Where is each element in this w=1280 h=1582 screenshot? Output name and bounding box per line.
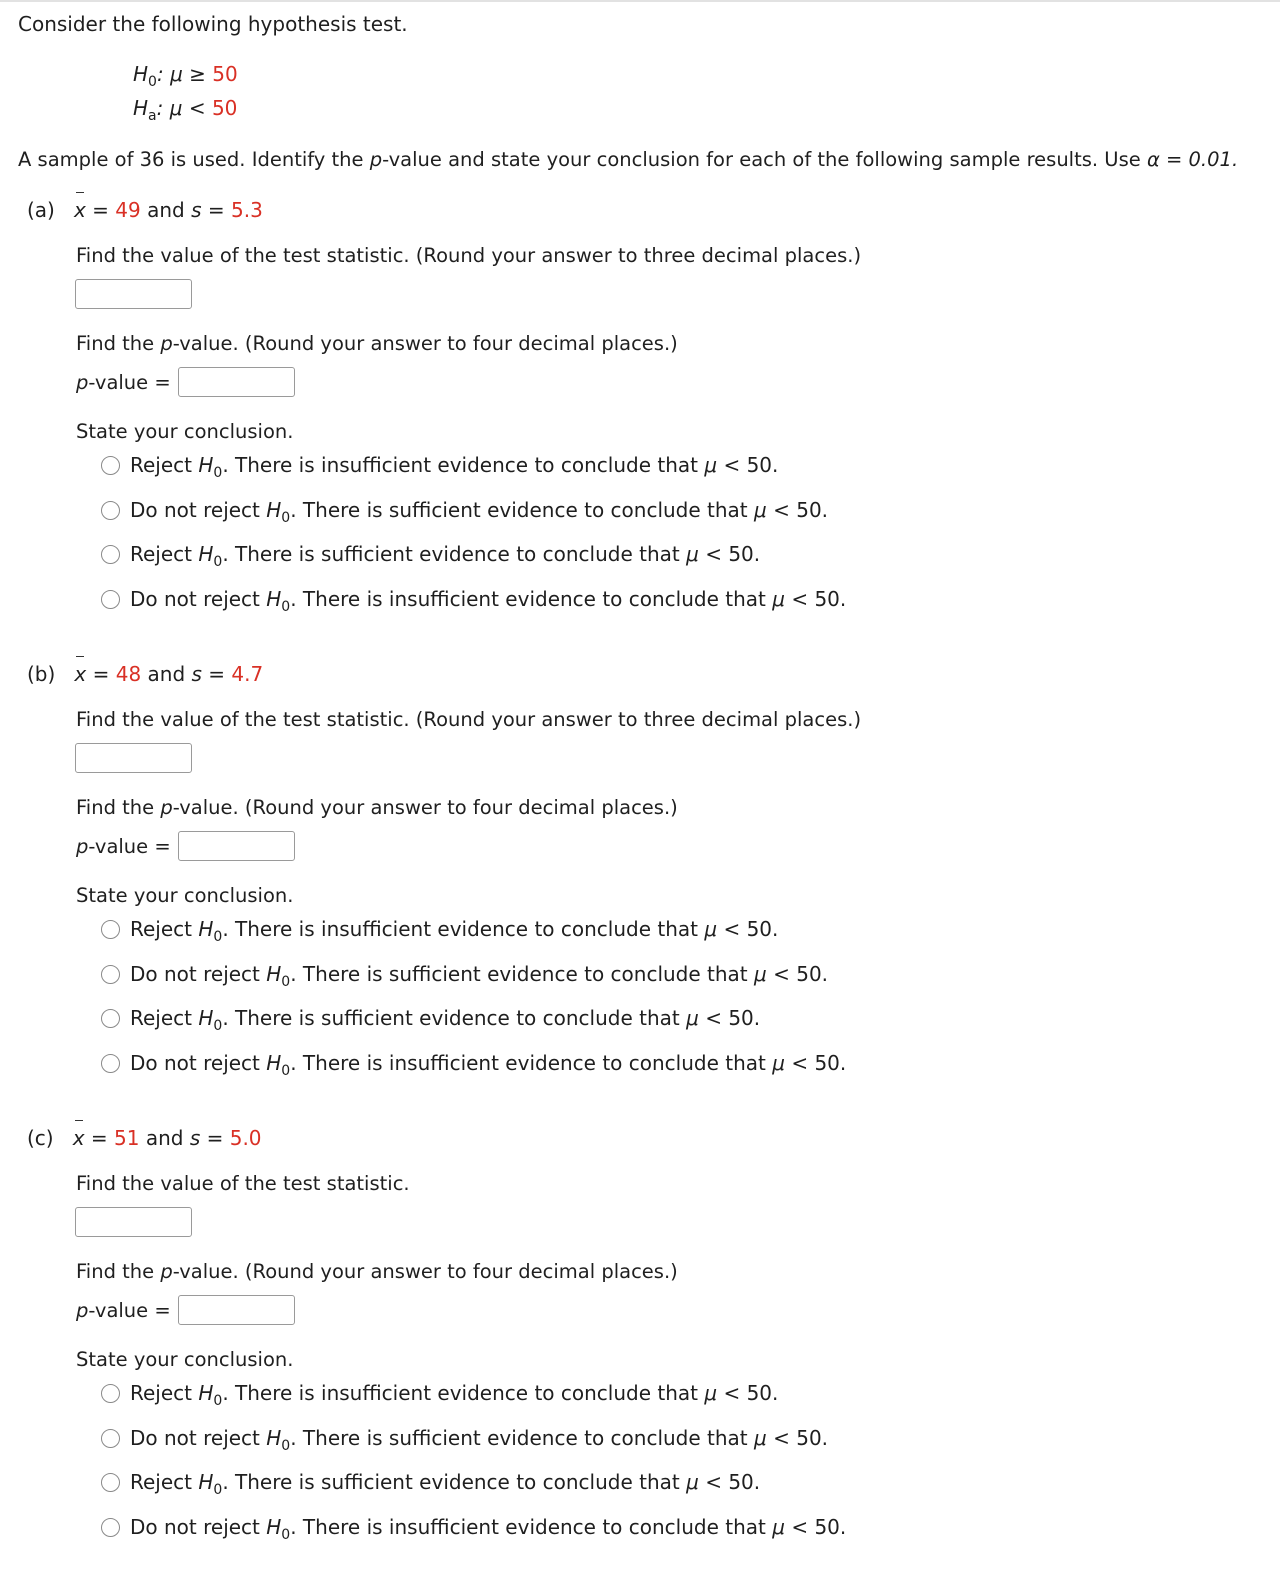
conclusion-option-radio[interactable] bbox=[101, 501, 120, 520]
conclusion-option-label[interactable]: Do not reject $H_0$. There is sufficient evidence to conclude that μ < 50. bbox=[130, 498, 829, 526]
sample-std-value: 5.0 bbox=[229, 1126, 262, 1150]
sample-mean-value: 48 bbox=[115, 662, 142, 686]
conclusion-option-label[interactable]: Do not reject $H_0$. There is insufficient evidence to conclude that μ < 50. bbox=[130, 587, 847, 615]
pvalue-input[interactable] bbox=[178, 367, 295, 397]
conclusion-option-label[interactable]: Do not reject $H_0$. There is sufficient evidence to conclude that μ < 50. bbox=[130, 962, 829, 990]
sample-std-value: 4.7 bbox=[231, 662, 264, 686]
pvalue-input[interactable] bbox=[178, 831, 295, 861]
test-statistic-prompt: Find the value of the test statistic. bbox=[76, 1172, 410, 1195]
instruction-text: A sample of 36 is used. Identify the p-value and state your conclusion for each of the following sample results. Use α = 0.01. bbox=[18, 148, 1239, 171]
part-header: (b) x = 48 and s = 4.7 bbox=[27, 662, 264, 686]
intro-text: Consider the following hypothesis test. bbox=[18, 12, 408, 36]
null-value: 50 bbox=[212, 62, 238, 86]
conclusion-option-radio[interactable] bbox=[101, 456, 120, 475]
test-statistic-prompt: Find the value of the test statistic. (Round your answer to three decimal places.) bbox=[76, 708, 862, 731]
test-statistic-input[interactable] bbox=[75, 1207, 192, 1237]
pvalue-prompt: Find the p-value. (Round your answer to four decimal places.) bbox=[76, 796, 678, 819]
conclusion-option-label[interactable]: Reject $H_0$. There is sufficient evidence to conclude that μ < 50. bbox=[130, 1006, 761, 1034]
conclusion-option-radio[interactable] bbox=[101, 1054, 120, 1073]
conclusion-option-label[interactable]: Reject $H_0$. There is insufficient evidence to conclude that μ < 50. bbox=[130, 1381, 779, 1409]
sample-mean-value: 49 bbox=[115, 198, 141, 222]
conclusion-prompt: State your conclusion. bbox=[76, 884, 294, 907]
conclusion-option-label[interactable]: Reject $H_0$. There is sufficient evidence to conclude that μ < 50. bbox=[130, 542, 761, 570]
conclusion-option-label[interactable]: Do not reject $H_0$. There is sufficient evidence to conclude that μ < 50. bbox=[130, 1426, 829, 1454]
x-bar-symbol: x bbox=[73, 198, 86, 222]
conclusion-option-radio[interactable] bbox=[101, 1518, 120, 1537]
conclusion-prompt: State your conclusion. bbox=[76, 1348, 294, 1371]
conclusion-option-radio[interactable] bbox=[101, 1429, 120, 1448]
pvalue-prompt: Find the p-value. (Round your answer to four decimal places.) bbox=[76, 332, 678, 355]
conclusion-option-radio[interactable] bbox=[101, 545, 120, 564]
x-bar-symbol: x bbox=[74, 662, 87, 686]
part-header: (c) x = 51 and s = 5.0 bbox=[27, 1126, 262, 1150]
conclusion-option-radio[interactable] bbox=[101, 1009, 120, 1028]
x-bar-symbol: x bbox=[72, 1126, 85, 1150]
conclusion-option-label[interactable]: Reject $H_0$. There is insufficient evidence to conclude that μ < 50. bbox=[130, 917, 779, 945]
pvalue-label: p-value = bbox=[76, 1299, 171, 1322]
pvalue-label: p-value = bbox=[76, 835, 171, 858]
pvalue-prompt: Find the p-value. (Round your answer to four decimal places.) bbox=[76, 1260, 678, 1283]
pvalue-label: p-value = bbox=[76, 371, 171, 394]
conclusion-option-radio[interactable] bbox=[101, 590, 120, 609]
alternative-hypothesis: $H_a$: μ < 50 bbox=[133, 96, 238, 124]
conclusion-option-radio[interactable] bbox=[101, 1384, 120, 1403]
conclusion-option-label[interactable]: Reject $H_0$. There is insufficient evidence to conclude that μ < 50. bbox=[130, 453, 779, 481]
test-statistic-prompt: Find the value of the test statistic. (Round your answer to three decimal places.) bbox=[76, 244, 862, 267]
pvalue-input[interactable] bbox=[178, 1295, 295, 1325]
conclusion-option-label[interactable]: Do not reject $H_0$. There is insufficient evidence to conclude that μ < 50. bbox=[130, 1051, 847, 1079]
test-statistic-input[interactable] bbox=[75, 743, 192, 773]
alternative-value: 50 bbox=[211, 96, 238, 120]
sample-mean-value: 51 bbox=[114, 1126, 140, 1150]
sample-std-value: 5.3 bbox=[230, 198, 263, 222]
conclusion-prompt: State your conclusion. bbox=[76, 420, 294, 443]
conclusion-option-radio[interactable] bbox=[101, 1473, 120, 1492]
null-hypothesis: $H_0$: μ ≥ 50 bbox=[133, 62, 238, 90]
conclusion-option-radio[interactable] bbox=[101, 965, 120, 984]
top-divider bbox=[0, 0, 1280, 2]
conclusion-option-label[interactable]: Do not reject $H_0$. There is insufficient evidence to conclude that μ < 50. bbox=[130, 1515, 847, 1543]
conclusion-option-label[interactable]: Reject $H_0$. There is sufficient evidence to conclude that μ < 50. bbox=[130, 1470, 761, 1498]
test-statistic-input[interactable] bbox=[75, 279, 192, 309]
part-header: (a) x = 49 and s = 5.3 bbox=[27, 198, 263, 222]
conclusion-option-radio[interactable] bbox=[101, 920, 120, 939]
